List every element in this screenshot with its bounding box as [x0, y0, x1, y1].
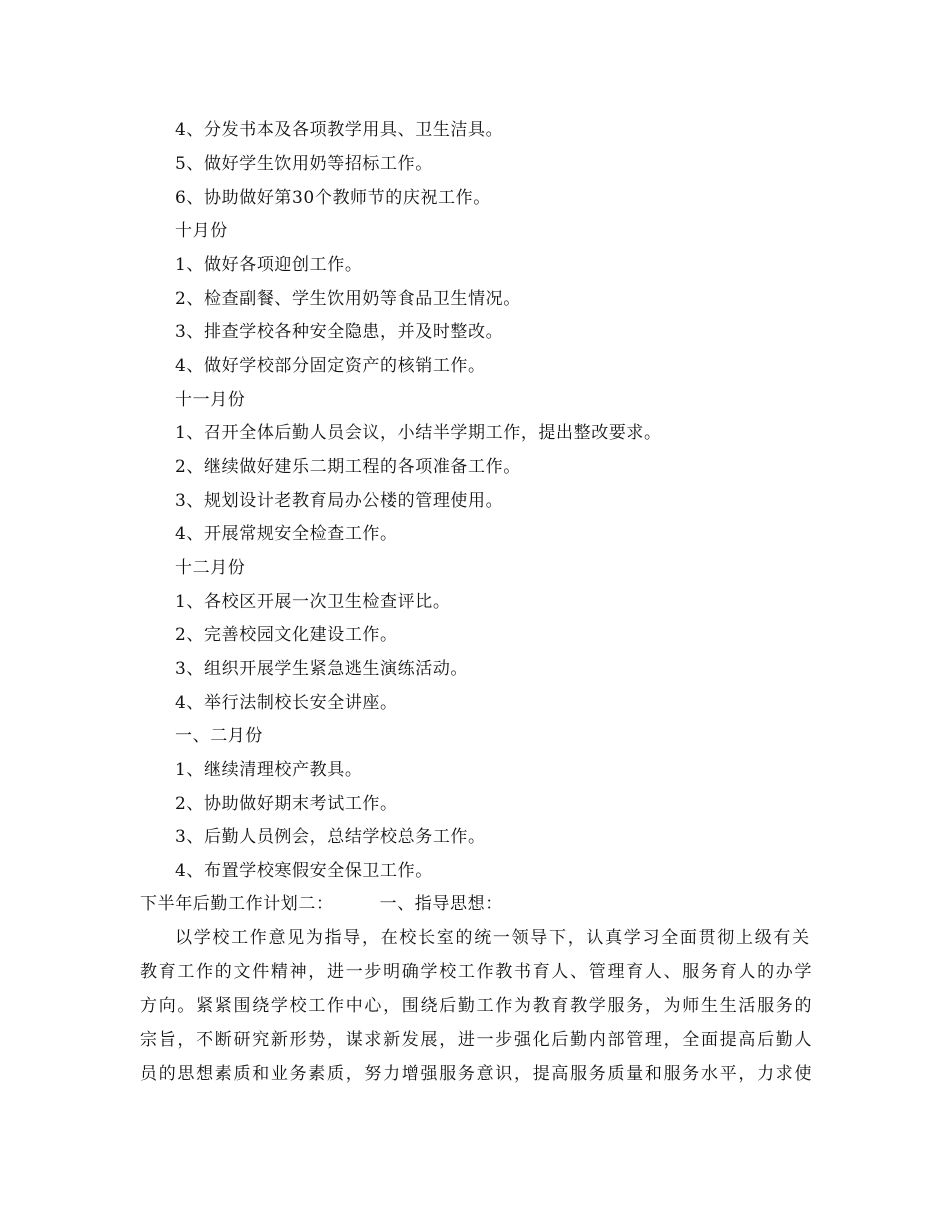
list-item: 4、举行法制校长安全讲座。: [175, 693, 398, 713]
list-item: 1、召开全体后勤人员会议，小结半学期工作，提出整改要求。: [175, 423, 662, 443]
month-heading: 十月份: [175, 221, 228, 241]
list-item: 3、规划设计老教育局办公楼的管理使用。: [175, 491, 504, 511]
month-heading: 十二月份: [175, 558, 246, 578]
paragraph-line: 方向。紧紧围绕学校工作中心，围绕后勤工作为教育教学服务，为师生生活服务的: [140, 996, 814, 1016]
list-item: 2、检查副餐、学生饮用奶等食品卫生情况。: [175, 289, 521, 309]
list-item: 3、组织开展学生紧急逃生演练活动。: [175, 659, 469, 679]
list-item: 2、继续做好建乐二期工程的各项准备工作。: [175, 457, 521, 477]
paragraph-line: 以学校工作意见为指导，在校长室的统一领导下，认真学习全面贯彻上级有关: [175, 928, 811, 948]
plan-heading: [140, 893, 503, 915]
list-item: 2、协助做好期末考试工作。: [175, 794, 398, 814]
month-heading: 十一月份: [175, 390, 246, 410]
list-item: 1、继续清理校产教具。: [175, 760, 363, 780]
list-item: 6、协助做好第30个教师节的庆祝工作。: [175, 188, 491, 208]
list-item: 5、做好学生饮用奶等招标工作。: [175, 154, 433, 174]
list-item: 4、分发书本及各项教学用具、卫生洁具。: [175, 120, 504, 140]
month-heading: 一、二月份: [175, 726, 263, 746]
list-item: 3、排查学校各种安全隐患，并及时整改。: [175, 322, 504, 342]
list-item: 4、做好学校部分固定资产的核销工作。: [175, 356, 486, 376]
list-item: 4、开展常规安全检查工作。: [175, 524, 398, 544]
paragraph-line: 员的思想素质和业务素质，努力增强服务意识，提高服务质量和服务水平，力求使: [140, 1064, 814, 1084]
section-title: 一、指导思想：: [379, 894, 503, 914]
paragraph-line: 宗旨，不断研究新形势，谋求新发展，进一步强化后勤内部管理，全面提高后勤人: [140, 1030, 814, 1050]
list-item: 1、做好各项迎创工作。: [175, 255, 363, 275]
paragraph-line: 教育工作的文件精神，进一步明确学校工作教书育人、管理育人、服务育人的办学: [140, 962, 814, 982]
plan-title: 下半年后勤工作计划二：: [140, 894, 334, 914]
list-item: 1、各校区开展一次卫生检查评比。: [175, 592, 451, 612]
list-item: 2、完善校园文化建设工作。: [175, 625, 398, 645]
list-item: 4、布置学校寒假安全保卫工作。: [175, 861, 433, 881]
list-item: 3、后勤人员例会，总结学校总务工作。: [175, 827, 486, 847]
